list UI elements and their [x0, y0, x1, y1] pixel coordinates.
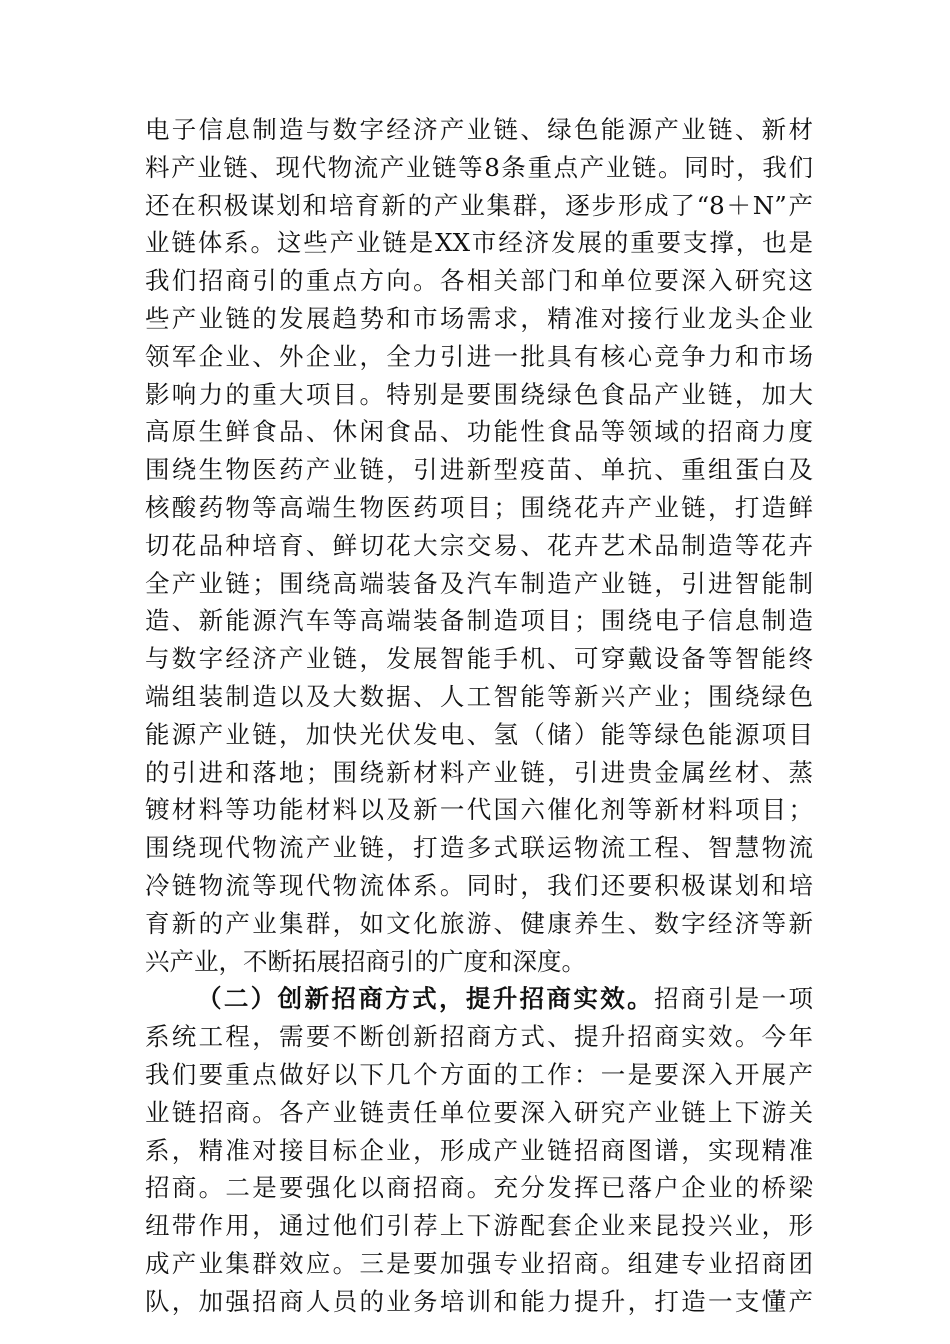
text-line: 料产业链、现代物流产业链等8条重点产业链。同时，我们	[145, 152, 813, 182]
first-line-text: 招商引是一项	[654, 984, 813, 1014]
text-line: 影响力的重大项目。特别是要围绕绿色食品产业链，加大	[145, 379, 813, 409]
text-line: 育新的产业集群，如文化旅游、健康养生、数字经济等新	[145, 908, 813, 938]
text-line: 端组装制造以及大数据、人工智能等新兴产业；围绕绿色	[145, 681, 813, 711]
paragraph-investment-methods	[145, 980, 813, 1320]
text-line: 系统工程，需要不断创新招商方式、提升招商实效。今年	[145, 1022, 813, 1052]
text-line: 我们要重点做好以下几个方面的工作：一是要深入开展产	[145, 1059, 813, 1089]
text-line: 业链体系。这些产业链是XX市经济发展的重要支撑，也是	[145, 228, 813, 258]
text-line: 领军企业、外企业，全力引进一批具有核心竞争力和市场	[145, 341, 813, 371]
text-line: 能源产业链，加快光伏发电、氢（储）能等绿色能源项目	[145, 719, 813, 749]
text-line: 与数字经济产业链，发展智能手机、可穿戴设备等智能终	[145, 644, 813, 674]
text-line: 我们招商引的重点方向。各相关部门和单位要深入研究这	[145, 266, 813, 296]
text-line: 纽带作用，通过他们引荐上下游配套企业来昆投兴业，形	[145, 1211, 813, 1241]
text-line: 还在积极谋划和培育新的产业集群，逐步形成了“8＋N”产	[145, 190, 813, 220]
text-line: 电子信息制造与数字经济产业链、绿色能源产业链、新材	[145, 115, 813, 144]
text-line: 系，精准对接目标企业，形成产业链招商图谱，实现精准	[145, 1135, 813, 1165]
text-line: 切花品种培育、鲜切花大宗交易、花卉艺术品制造等花卉	[145, 530, 813, 560]
text-line: 围绕生物医药产业链，引进新型疫苗、单抗、重组蛋白及	[145, 455, 813, 485]
text-line: 的引进和落地；围绕新材料产业链，引进贵金属丝材、蒸	[145, 757, 813, 787]
text-line: 些产业链的发展趋势和市场需求，精准对接行业龙头企业	[145, 303, 813, 333]
text-line: 核酸药物等高端生物医药项目；围绕花卉产业链，打造鲜	[145, 492, 813, 522]
paragraph-industry-chains	[145, 111, 813, 980]
text-line: 兴产业，不断拓展招商引的广度和深度。	[145, 946, 586, 976]
text-line: 造、新能源汽车等高端装备制造项目；围绕电子信息制造	[145, 606, 813, 636]
text-line: 招商。二是要强化以商招商。充分发挥已落户企业的桥梁	[145, 1173, 813, 1203]
text-line: 成产业集群效应。三是要加强专业招商。组建专业招商团	[145, 1248, 813, 1278]
section-heading: （二）创新招商方式，提升招商实效。	[197, 984, 655, 1014]
text-line: 高原生鲜食品、休闲食品、功能性食品等领域的招商力度	[145, 417, 813, 447]
text-line: 业链招商。各产业链责任单位要深入研究产业链上下游关	[145, 1097, 813, 1127]
paragraph-first-line	[145, 980, 813, 1018]
text-line: 全产业链；围绕高端装备及汽车制造产业链，引进智能制	[145, 568, 813, 598]
body-text	[145, 111, 813, 1321]
text-line: 镀材料等功能材料以及新一代国六催化剂等新材料项目；	[145, 795, 813, 825]
text-line: 队，加强招商人员的业务培训和能力提升，打造一支懂产	[145, 1286, 813, 1316]
text-line: 围绕现代物流产业链，打造多式联运物流工程、智慧物流	[145, 833, 813, 863]
text-line: 冷链物流等现代物流体系。同时，我们还要积极谋划和培	[145, 870, 813, 900]
